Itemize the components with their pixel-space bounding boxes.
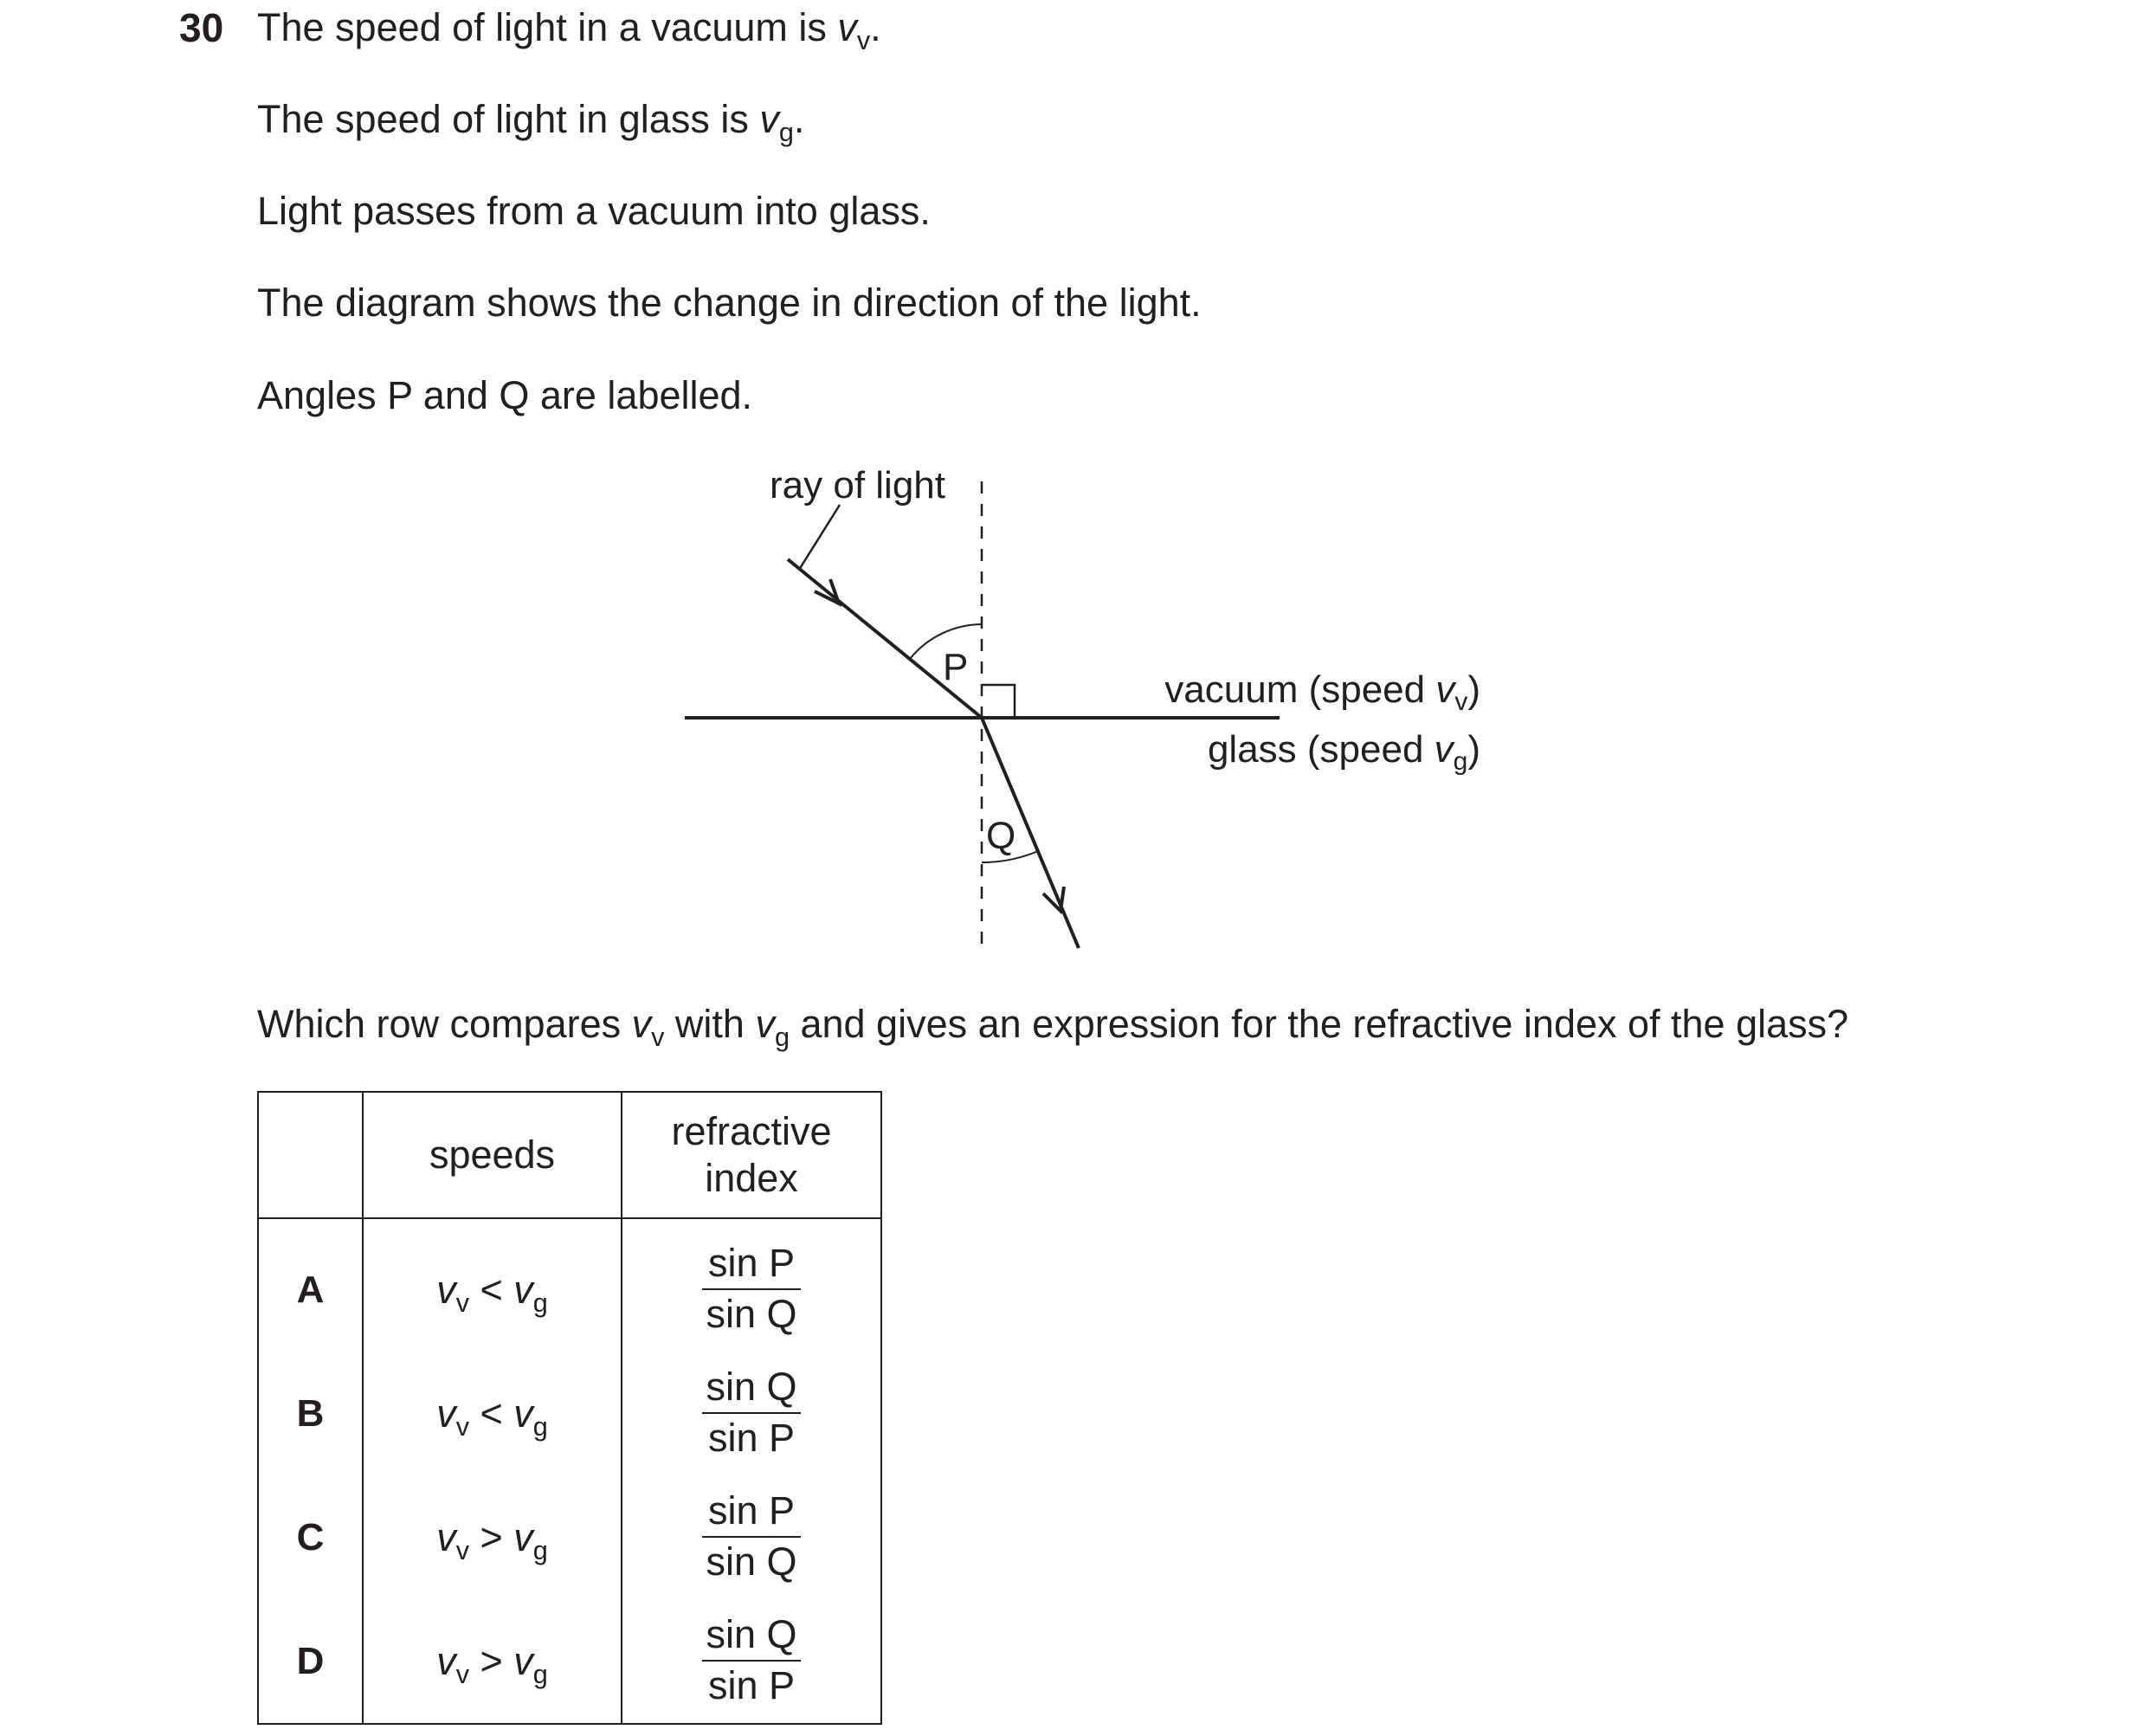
glass-label: glass (speed $v_g$)	[1207, 728, 1480, 776]
answer-row-b[interactable]	[258, 1352, 881, 1475]
answer-row-c[interactable]	[258, 1475, 881, 1599]
refractive-index-cell-c: $\frac{\text{sin P}}{\text{sin Q}}$	[622, 1475, 881, 1599]
question-line-vacuum-speed: The speed of light in a vacuum is $v_v$.	[257, 5, 881, 55]
answer-row-a[interactable]	[258, 1218, 881, 1352]
refractive-index-cell-b: $\frac{\text{sin Q}}{\text{sin P}}$	[622, 1352, 881, 1475]
ray-of-light-label: ray of light	[770, 464, 945, 507]
question-number: 30	[179, 5, 224, 50]
header-refractive-index: refractive index	[622, 1092, 881, 1218]
speeds-cell-d: $v_v > v_g$	[363, 1599, 622, 1724]
question-prompt: Which row compares $v_v$ with $v_g$ and gives an expression for the refractive index of the glass?	[257, 1002, 1849, 1052]
incident-ray	[788, 559, 982, 718]
option-letter-b: B	[258, 1352, 363, 1475]
table-header-row	[258, 1092, 881, 1218]
answer-row-d[interactable]	[258, 1599, 881, 1724]
right-angle-marker	[982, 685, 1015, 718]
question-line-angles-labelled: Angles P and Q are labelled.	[257, 373, 753, 417]
refractive-index-cell-a: $\frac{\text{sin P}}{\text{sin Q}}$	[622, 1218, 881, 1352]
refractive-index-cell-d: $\frac{\text{sin Q}}{\text{sin P}}$	[622, 1599, 881, 1724]
option-letter-c: C	[258, 1475, 363, 1599]
speeds-cell-b: $v_v < v_g$	[363, 1352, 622, 1475]
ray-label-leader	[799, 505, 840, 570]
option-letter-a: A	[258, 1218, 363, 1352]
speeds-cell-c: $v_v > v_g$	[363, 1475, 622, 1599]
header-speeds: speeds	[363, 1092, 622, 1218]
answer-table	[257, 1091, 882, 1725]
question-line-glass-speed: The speed of light in glass is $v_g$.	[257, 97, 805, 147]
question-line-diagram-shows: The diagram shows the change in direction of the light.	[257, 281, 1202, 325]
option-letter-d: D	[258, 1599, 363, 1724]
speeds-cell-a: $v_v < v_g$	[363, 1218, 622, 1352]
angle-p-label: P	[943, 646, 969, 688]
question-line-light-passes: Light passes from a vacuum into glass.	[257, 189, 931, 233]
vacuum-label: vacuum (speed $v_v$)	[1164, 668, 1480, 716]
angle-q-label: Q	[986, 815, 1016, 857]
header-blank-cell	[258, 1092, 363, 1218]
